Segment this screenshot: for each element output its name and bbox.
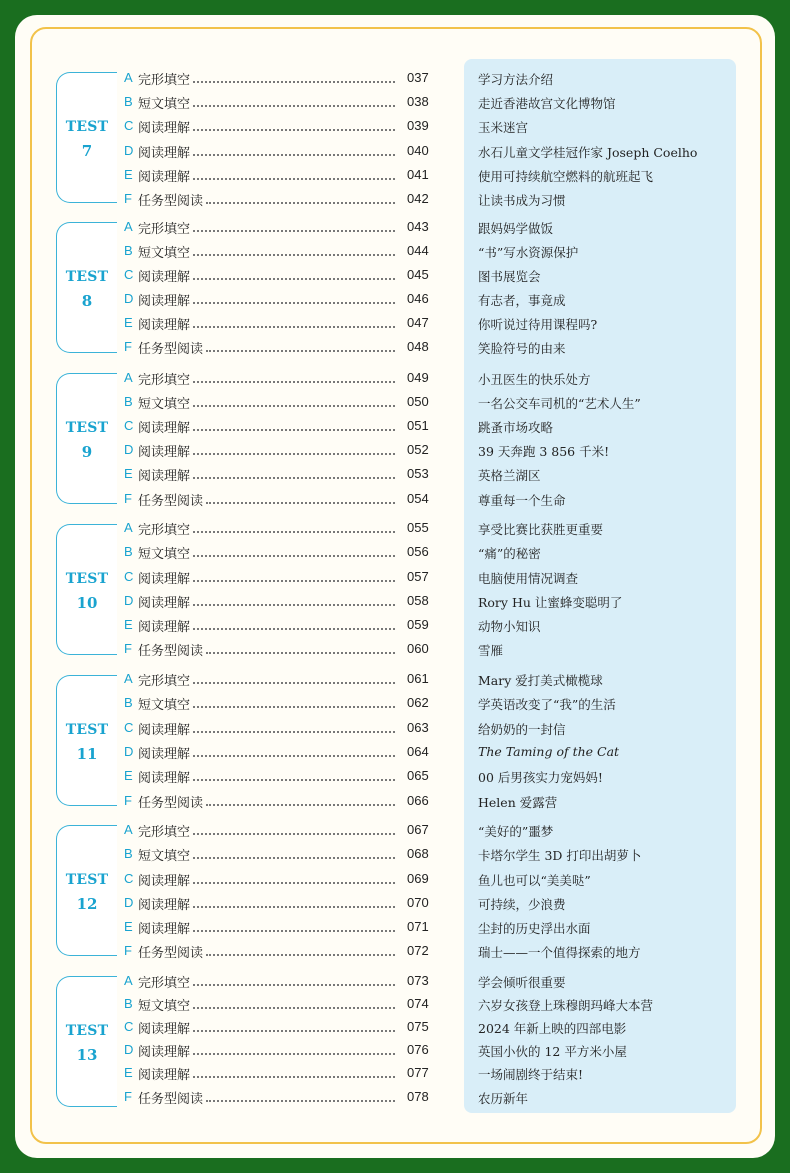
toc-row[interactable] xyxy=(0,116,790,140)
section-letter: D xyxy=(124,744,134,759)
question-type: 短文填空 xyxy=(138,397,191,412)
section-letter: C xyxy=(124,118,134,133)
toc-row[interactable] xyxy=(0,869,790,893)
section-letter: D xyxy=(124,143,134,158)
article-title: 尘封的历史浮出水面 xyxy=(478,921,591,936)
test-badge-word: TEST xyxy=(65,571,109,587)
section-letter: C xyxy=(124,871,134,886)
leader-dots xyxy=(206,502,395,504)
question-type: 阅读理解 xyxy=(138,874,191,889)
page-number: 044 xyxy=(407,243,429,258)
toc-row[interactable] xyxy=(0,591,790,615)
question-type: 阅读理解 xyxy=(138,146,191,161)
page-number: 043 xyxy=(407,219,429,234)
section-letter: B xyxy=(124,996,133,1011)
article-title: 学会倾听很重要 xyxy=(478,975,566,990)
article-title: The Taming of the Cat xyxy=(478,744,620,759)
question-type: 任务型阅读 xyxy=(138,644,204,659)
leader-dots xyxy=(193,1007,395,1009)
question-type: 短文填空 xyxy=(138,97,191,112)
section-letter: D xyxy=(124,442,134,457)
toc-row[interactable] xyxy=(0,217,790,241)
toc-row[interactable] xyxy=(0,416,790,440)
question-type: 阅读理解 xyxy=(138,723,191,738)
toc-row[interactable] xyxy=(0,440,790,464)
leader-dots xyxy=(193,1076,395,1078)
page-number: 071 xyxy=(407,919,429,934)
article-title: 39 天奔跑 3 856 千米! xyxy=(478,444,610,459)
question-type: 完形填空 xyxy=(138,222,191,237)
article-title: 可持续，少浪费 xyxy=(478,897,566,912)
page-number: 068 xyxy=(407,846,429,861)
test-badge-number: 10 xyxy=(76,594,98,612)
article-title: 跟妈妈学做饭 xyxy=(478,221,554,236)
section-letter: F xyxy=(124,339,132,354)
toc-row[interactable] xyxy=(0,265,790,289)
toc-row[interactable] xyxy=(0,615,790,639)
page-number: 073 xyxy=(407,973,429,988)
section-letter: E xyxy=(124,315,133,330)
article-title: Rory Hu 让蜜蜂变聪明了 xyxy=(478,595,623,610)
page-number: 063 xyxy=(407,720,429,735)
section-letter: B xyxy=(124,695,133,710)
article-title: 玉米迷宫 xyxy=(478,120,529,135)
page-number: 049 xyxy=(407,370,429,385)
question-type: 短文填空 xyxy=(138,547,191,562)
article-title: 六岁女孩登上珠穆朗玛峰大本营 xyxy=(478,998,654,1013)
page-number: 059 xyxy=(407,617,429,632)
question-type: 阅读理解 xyxy=(138,270,191,285)
article-title: 学习方法介绍 xyxy=(478,72,554,87)
toc-row[interactable] xyxy=(0,971,790,995)
question-type: 阅读理解 xyxy=(138,294,191,309)
question-type: 短文填空 xyxy=(138,999,191,1014)
article-title: 让读书成为习惯 xyxy=(478,193,566,208)
page-number: 050 xyxy=(407,394,429,409)
section-letter: D xyxy=(124,291,134,306)
toc-row[interactable] xyxy=(0,766,790,790)
article-title: 00 后男孩实力宠妈妈! xyxy=(478,770,603,785)
article-title: 跳蚤市场攻略 xyxy=(478,420,554,435)
article-title: “美好的”噩梦 xyxy=(478,824,554,839)
leader-dots xyxy=(193,731,395,733)
article-title: 农历新年 xyxy=(478,1091,529,1106)
section-letter: A xyxy=(124,973,133,988)
section-letter: A xyxy=(124,520,133,535)
test-badge-number: 13 xyxy=(76,1046,98,1064)
test-badge-word: TEST xyxy=(65,1023,109,1039)
question-type: 阅读理解 xyxy=(138,747,191,762)
question-type: 短文填空 xyxy=(138,246,191,261)
page-number: 041 xyxy=(407,167,429,182)
toc-row[interactable] xyxy=(0,693,790,717)
leader-dots xyxy=(193,381,395,383)
article-title: 走近香港故宫文化博物馆 xyxy=(478,96,616,111)
leader-dots xyxy=(193,706,395,708)
leader-dots xyxy=(193,1053,395,1055)
leader-dots xyxy=(193,580,395,582)
section-letter: E xyxy=(124,768,133,783)
leader-dots xyxy=(193,302,395,304)
leader-dots xyxy=(193,178,395,180)
page-number: 067 xyxy=(407,822,429,837)
page-number: 069 xyxy=(407,871,429,886)
article-title: 一场闹剧终于结束! xyxy=(478,1067,584,1082)
leader-dots xyxy=(193,857,395,859)
toc-row[interactable] xyxy=(0,241,790,265)
toc-row[interactable] xyxy=(0,542,790,566)
toc-row[interactable] xyxy=(0,1017,790,1041)
section-letter: E xyxy=(124,1065,133,1080)
article-title: 给奶奶的一封信 xyxy=(478,722,566,737)
section-letter: E xyxy=(124,617,133,632)
page-number: 052 xyxy=(407,442,429,457)
page-number: 066 xyxy=(407,793,429,808)
page-number: 078 xyxy=(407,1089,429,1104)
article-title: 小丑医生的快乐处方 xyxy=(478,372,591,387)
question-type: 完形填空 xyxy=(138,523,191,538)
section-letter: B xyxy=(124,243,133,258)
test-badge-word: TEST xyxy=(65,420,109,436)
leader-dots xyxy=(193,1030,395,1032)
leader-dots xyxy=(193,105,395,107)
toc-row[interactable] xyxy=(0,464,790,488)
article-title: “痛”的秘密 xyxy=(478,546,541,561)
toc-row[interactable] xyxy=(0,893,790,917)
article-title: 卡塔尔学生 3D 打印出胡萝卜 xyxy=(478,848,642,863)
test-badge-number: 8 xyxy=(81,292,93,310)
toc-row[interactable] xyxy=(0,994,790,1018)
toc-row[interactable] xyxy=(0,567,790,591)
page-number: 056 xyxy=(407,544,429,559)
article-title: 图书展览会 xyxy=(478,269,541,284)
page-number: 046 xyxy=(407,291,429,306)
test-badge-word: TEST xyxy=(65,872,109,888)
page-number: 045 xyxy=(407,267,429,282)
question-type: 任务型阅读 xyxy=(138,494,204,509)
test-badge-word: TEST xyxy=(65,119,109,135)
section-letter: A xyxy=(124,822,133,837)
toc-row[interactable] xyxy=(0,820,790,844)
question-type: 完形填空 xyxy=(138,73,191,88)
leader-dots xyxy=(193,555,395,557)
article-title: Helen 爱露营 xyxy=(478,795,558,810)
section-letter: F xyxy=(124,491,132,506)
page-number: 042 xyxy=(407,191,429,206)
question-type: 阅读理解 xyxy=(138,318,191,333)
question-type: 阅读理解 xyxy=(138,898,191,913)
page-number: 060 xyxy=(407,641,429,656)
article-title: 有志者，事竟成 xyxy=(478,293,566,308)
toc-row[interactable] xyxy=(0,1063,790,1087)
question-type: 阅读理解 xyxy=(138,170,191,185)
question-type: 任务型阅读 xyxy=(138,194,204,209)
leader-dots xyxy=(193,129,395,131)
leader-dots xyxy=(193,254,395,256)
article-title: 使用可持续航空燃料的航班起飞 xyxy=(478,169,654,184)
leader-dots xyxy=(193,779,395,781)
toc-row[interactable] xyxy=(0,639,790,663)
question-type: 阅读理解 xyxy=(138,445,191,460)
test-badge-number: 11 xyxy=(76,745,98,763)
section-letter: E xyxy=(124,466,133,481)
section-letter: C xyxy=(124,267,134,282)
page-number: 047 xyxy=(407,315,429,330)
section-letter: C xyxy=(124,1019,134,1034)
section-letter: F xyxy=(124,943,132,958)
question-type: 完形填空 xyxy=(138,674,191,689)
page-number: 054 xyxy=(407,491,429,506)
section-letter: C xyxy=(124,418,134,433)
section-letter: F xyxy=(124,793,132,808)
article-title: 鱼儿也可以“美美哒” xyxy=(478,873,591,888)
question-type: 阅读理解 xyxy=(138,1022,191,1037)
page-number: 070 xyxy=(407,895,429,910)
leader-dots xyxy=(193,906,395,908)
toc-row[interactable] xyxy=(0,289,790,313)
leader-dots xyxy=(193,405,395,407)
test-badge-number: 9 xyxy=(81,443,93,461)
page-number: 061 xyxy=(407,671,429,686)
section-letter: E xyxy=(124,919,133,934)
article-title: 你听说过待用课程吗? xyxy=(478,317,598,332)
toc-row[interactable] xyxy=(0,189,790,213)
leader-dots xyxy=(193,882,395,884)
page-number: 064 xyxy=(407,744,429,759)
section-letter: C xyxy=(124,720,134,735)
leader-dots xyxy=(193,628,395,630)
question-type: 任务型阅读 xyxy=(138,1092,204,1107)
page-number: 053 xyxy=(407,466,429,481)
page-number: 055 xyxy=(407,520,429,535)
section-letter: A xyxy=(124,671,133,686)
section-letter: A xyxy=(124,370,133,385)
leader-dots xyxy=(193,833,395,835)
question-type: 完形填空 xyxy=(138,825,191,840)
section-letter: B xyxy=(124,394,133,409)
article-title: 电脑使用情况调查 xyxy=(478,571,579,586)
test-badge-number: 7 xyxy=(81,142,93,160)
leader-dots xyxy=(193,604,395,606)
section-letter: B xyxy=(124,94,133,109)
toc-row[interactable] xyxy=(0,1087,790,1111)
leader-dots xyxy=(193,755,395,757)
question-type: 阅读理解 xyxy=(138,421,191,436)
question-type: 任务型阅读 xyxy=(138,342,204,357)
leader-dots xyxy=(193,278,395,280)
leader-dots xyxy=(193,477,395,479)
page-number: 077 xyxy=(407,1065,429,1080)
leader-dots xyxy=(193,230,395,232)
question-type: 阅读理解 xyxy=(138,771,191,786)
toc-row[interactable] xyxy=(0,718,790,742)
section-letter: B xyxy=(124,846,133,861)
question-type: 阅读理解 xyxy=(138,922,191,937)
section-letter: D xyxy=(124,1042,134,1057)
toc-row[interactable] xyxy=(0,1040,790,1064)
page-number: 039 xyxy=(407,118,429,133)
page-number: 076 xyxy=(407,1042,429,1057)
article-title: 水石儿童文学桂冠作家 Joseph Coelho xyxy=(478,145,698,160)
leader-dots xyxy=(206,954,395,956)
page-number: 038 xyxy=(407,94,429,109)
toc-row[interactable] xyxy=(0,392,790,416)
section-letter: A xyxy=(124,219,133,234)
leader-dots xyxy=(206,652,395,654)
toc-row[interactable] xyxy=(0,337,790,361)
toc-row[interactable] xyxy=(0,791,790,815)
leader-dots xyxy=(193,326,395,328)
article-title: 雪雁 xyxy=(478,643,504,658)
leader-dots xyxy=(193,429,395,431)
article-title: 享受比赛比获胜更重要 xyxy=(478,522,604,537)
test-badge-word: TEST xyxy=(65,269,109,285)
leader-dots xyxy=(193,453,395,455)
leader-dots xyxy=(193,154,395,156)
leader-dots xyxy=(193,531,395,533)
question-type: 完形填空 xyxy=(138,373,191,388)
toc-row[interactable] xyxy=(0,917,790,941)
section-letter: B xyxy=(124,544,133,559)
question-type: 阅读理解 xyxy=(138,469,191,484)
page-number: 040 xyxy=(407,143,429,158)
toc-row[interactable] xyxy=(0,941,790,965)
leader-dots xyxy=(206,202,395,204)
page-number: 065 xyxy=(407,768,429,783)
page-number: 037 xyxy=(407,70,429,85)
article-title: “书”写水资源保护 xyxy=(478,245,579,260)
toc-row[interactable] xyxy=(0,844,790,868)
page-number: 051 xyxy=(407,418,429,433)
question-type: 阅读理解 xyxy=(138,1068,191,1083)
article-title: 笑脸符号的由来 xyxy=(478,341,566,356)
question-type: 任务型阅读 xyxy=(138,946,204,961)
article-title: 尊重每一个生命 xyxy=(478,493,566,508)
section-letter: D xyxy=(124,593,134,608)
leader-dots xyxy=(193,930,395,932)
test-badge-word: TEST xyxy=(65,722,109,738)
article-title: 瑞士——一个值得探索的地方 xyxy=(478,945,641,960)
toc-row[interactable] xyxy=(0,92,790,116)
question-type: 阅读理解 xyxy=(138,1045,191,1060)
toc-row[interactable] xyxy=(0,368,790,392)
page-number: 062 xyxy=(407,695,429,710)
toc-row[interactable] xyxy=(0,518,790,542)
toc-row[interactable] xyxy=(0,68,790,92)
article-title: Mary 爱打美式橄榄球 xyxy=(478,673,603,688)
question-type: 阅读理解 xyxy=(138,620,191,635)
section-letter: A xyxy=(124,70,133,85)
section-letter: F xyxy=(124,1089,132,1104)
section-letter: E xyxy=(124,167,133,182)
leader-dots xyxy=(206,350,395,352)
toc-row[interactable] xyxy=(0,141,790,165)
section-letter: D xyxy=(124,895,134,910)
question-type: 完形填空 xyxy=(138,976,191,991)
leader-dots xyxy=(206,804,395,806)
leader-dots xyxy=(193,984,395,986)
leader-dots xyxy=(193,81,395,83)
article-title: 学英语改变了“我”的生活 xyxy=(478,697,616,712)
question-type: 任务型阅读 xyxy=(138,796,204,811)
question-type: 短文填空 xyxy=(138,698,191,713)
leader-dots xyxy=(206,1100,395,1102)
page-number: 075 xyxy=(407,1019,429,1034)
question-type: 阅读理解 xyxy=(138,596,191,611)
article-title: 一名公交车司机的“艺术人生” xyxy=(478,396,641,411)
question-type: 阅读理解 xyxy=(138,572,191,587)
article-title: 英国小伙的 12 平方米小屋 xyxy=(478,1044,627,1059)
toc-row[interactable] xyxy=(0,489,790,513)
section-letter: F xyxy=(124,641,132,656)
question-type: 短文填空 xyxy=(138,849,191,864)
page-number: 074 xyxy=(407,996,429,1011)
toc-row[interactable] xyxy=(0,313,790,337)
toc-row[interactable] xyxy=(0,165,790,189)
page-number: 048 xyxy=(407,339,429,354)
test-badge-number: 12 xyxy=(76,895,98,913)
page-number: 057 xyxy=(407,569,429,584)
toc-row[interactable] xyxy=(0,669,790,693)
article-title: 动物小知识 xyxy=(478,619,541,634)
leader-dots xyxy=(193,682,395,684)
article-title: 英格兰湖区 xyxy=(478,468,541,483)
question-type: 阅读理解 xyxy=(138,121,191,136)
page-number: 072 xyxy=(407,943,429,958)
page-number: 058 xyxy=(407,593,429,608)
section-letter: F xyxy=(124,191,132,206)
article-title: 2024 年新上映的四部电影 xyxy=(478,1021,627,1036)
section-letter: C xyxy=(124,569,134,584)
toc-row[interactable] xyxy=(0,742,790,766)
